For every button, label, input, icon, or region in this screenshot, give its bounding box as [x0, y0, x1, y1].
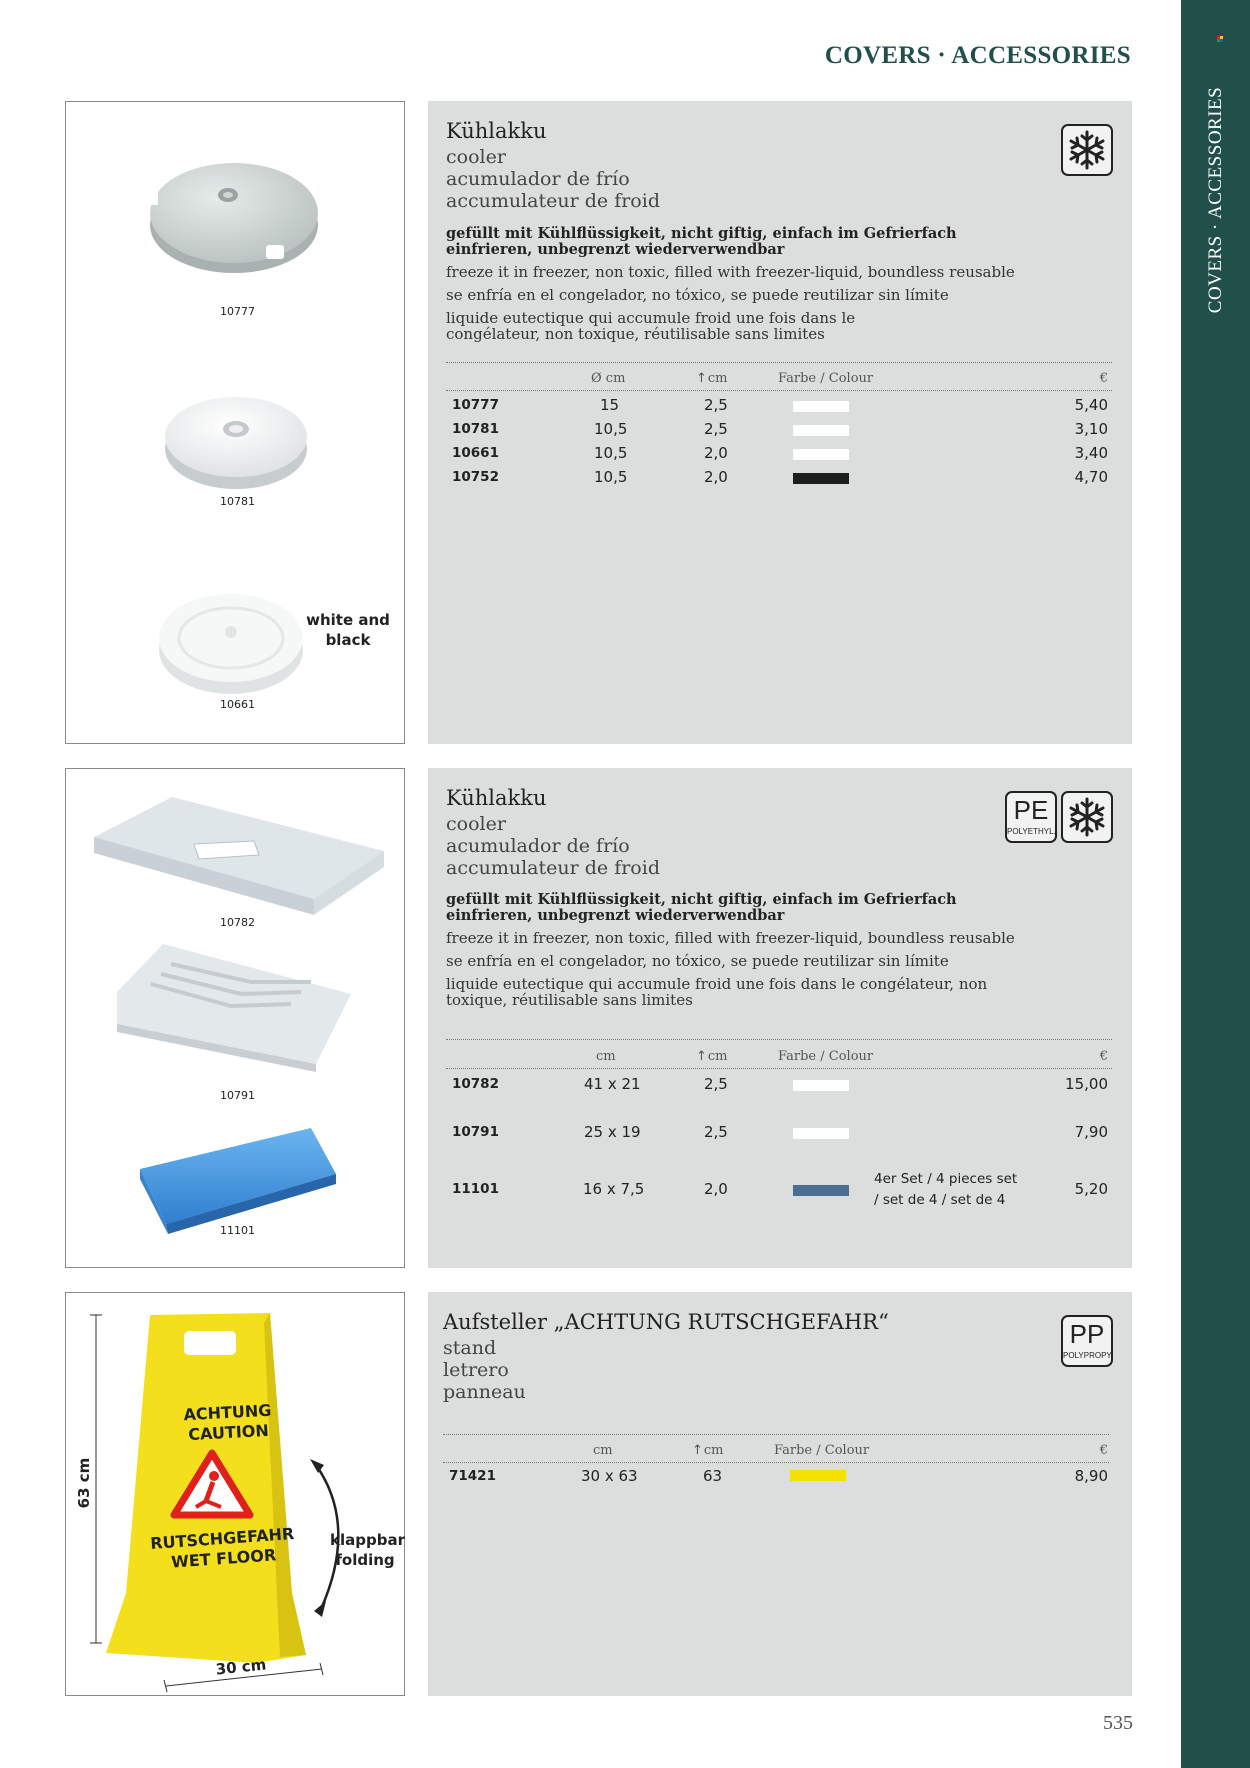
table-cell-size: 10,5 — [594, 468, 628, 486]
table-cell-code: 10782 — [452, 1076, 499, 1092]
column-header-size: Ø cm — [591, 371, 626, 386]
colour-swatch — [793, 1185, 849, 1196]
page-title: COVERS · ACCESSORIES — [824, 42, 1131, 69]
description-de: gefüllt mit Kühlflüssigkeit, nicht giftig, einfach im Gefrierfach einfrieren, unbegrenzt wiederverwendbar — [446, 225, 957, 258]
table-cell-price: 3,40 — [1074, 444, 1108, 462]
height-label: 63 cm — [75, 1457, 93, 1509]
sign-text — [167, 1400, 289, 1446]
image-code-label: 10782 — [220, 916, 255, 929]
snowflake-badge — [1061, 124, 1113, 176]
description-es: se enfría en el congelador, no tóxico, se puede reutilizar sin límite — [446, 952, 949, 970]
colour-swatch — [793, 401, 849, 412]
table-cell-height: 2,5 — [704, 420, 728, 438]
column-header-height-label: cm — [703, 1443, 724, 1458]
product-title: Kühlakku — [446, 786, 547, 810]
table-cell-code: 10752 — [452, 469, 499, 485]
badge-sub: POLYETHYL. — [1007, 827, 1056, 836]
product-title: Kühlakku — [446, 119, 547, 143]
badge-main: PE — [1013, 795, 1049, 825]
side-label — [1182, 86, 1249, 314]
callout-line: klappbar — [330, 1531, 405, 1549]
snowflake-icon — [1063, 126, 1111, 174]
product-subtitle: panneau — [443, 1381, 526, 1403]
height-arrow-icon: ↑ — [696, 371, 707, 386]
wet-floor-sign-image — [66, 1293, 404, 1695]
table-cell-height: 63 — [703, 1467, 723, 1485]
description-de: gefüllt mit Kühlflüssigkeit, nicht giftig, einfach im Gefrierfach einfrieren, unbegrenzt wiederverwendbar — [446, 891, 957, 924]
product-subtitle: accumulateur de froid — [446, 857, 660, 879]
table-divider — [446, 390, 1112, 391]
product-info-panel — [428, 101, 1132, 744]
table-cell-height: 2,0 — [704, 444, 728, 462]
callout-line: black — [325, 631, 371, 649]
product-subtitle: acumulador de frío — [446, 835, 630, 857]
table-cell-code: 71421 — [449, 1468, 496, 1484]
product-subtitle: stand — [443, 1337, 497, 1359]
snowflake-icon — [1063, 793, 1111, 841]
table-divider — [443, 1462, 1109, 1463]
table-cell-height: 2,0 — [704, 1180, 728, 1198]
description-en: freeze it in freezer, non toxic, filled with freezer-liquid, boundless reusable — [446, 263, 1015, 281]
image-code-label: 10777 — [220, 305, 255, 318]
description-es: se enfría en el congelador, no tóxico, se puede reutilizar sin límite — [446, 286, 949, 304]
callout-line: white and — [306, 611, 390, 629]
column-header-colour: Farbe / Colour — [778, 371, 874, 386]
sign-line: RUTSCHGEFAHR — [149, 1524, 295, 1554]
color-callout — [306, 610, 390, 650]
height-arrow-icon: ↑ — [696, 1049, 707, 1064]
width-label: 30 cm — [214, 1655, 268, 1679]
table-cell-height: 2,5 — [704, 1123, 728, 1141]
table-cell-price: 15,00 — [1065, 1075, 1108, 1093]
round-cooler-image — [146, 147, 326, 277]
side-label-text: COVERS · ACCESSORIES — [1204, 86, 1226, 314]
table-cell-code: 10777 — [452, 397, 499, 413]
table-cell-code: 10781 — [452, 421, 499, 437]
callout-line: folding — [335, 1551, 395, 1569]
product-info-panel — [428, 1292, 1132, 1696]
colour-swatch — [793, 449, 849, 460]
sign-line: WET FLOOR — [170, 1545, 277, 1572]
table-cell-code: 10661 — [452, 445, 499, 461]
product-title: Aufsteller „ACHTUNG RUTSCHGEFAHR“ — [443, 1310, 889, 1334]
image-code-label: 11101 — [220, 1224, 255, 1237]
blue-ice-pack-image — [136, 1124, 346, 1239]
disc-cooler-image — [161, 387, 311, 497]
page-number: 535 — [1103, 1712, 1133, 1734]
product-subtitle: cooler — [446, 146, 506, 168]
product-subtitle: acumulador de frío — [446, 168, 630, 190]
table-divider — [446, 1068, 1112, 1069]
sign-line: ACHTUNG — [183, 1400, 272, 1425]
description-en: freeze it in freezer, non toxic, filled with freezer-liquid, boundless reusable — [446, 929, 1015, 947]
pp-badge — [1061, 1315, 1113, 1367]
column-header-price: € — [1099, 1049, 1108, 1064]
column-header-price: € — [1099, 371, 1108, 386]
colour-swatch — [793, 473, 849, 484]
product-subtitle: cooler — [446, 813, 506, 835]
product-image-panel — [65, 768, 405, 1268]
table-cell-size: 41 x 21 — [584, 1075, 641, 1093]
image-code-label: 10781 — [220, 495, 255, 508]
disc-cooler-image — [156, 582, 306, 702]
image-code-label: 10661 — [220, 698, 255, 711]
column-header-price: € — [1099, 1443, 1108, 1458]
pe-badge — [1005, 791, 1057, 843]
table-cell-size: 10,5 — [594, 420, 628, 438]
height-arrow-icon: ↑ — [692, 1443, 703, 1458]
column-header-height-label: cm — [707, 1049, 728, 1064]
table-cell-price: 8,90 — [1074, 1467, 1108, 1485]
image-code-label: 10791 — [220, 1089, 255, 1102]
product-image-panel — [65, 101, 405, 744]
colour-swatch — [793, 1080, 849, 1091]
table-divider — [446, 362, 1112, 363]
color-marks — [1217, 36, 1225, 42]
table-divider — [443, 1434, 1109, 1435]
table-cell-price: 5,20 — [1074, 1180, 1108, 1198]
table-cell-height: 2,5 — [704, 1075, 728, 1093]
table-cell-code: 11101 — [452, 1181, 499, 1197]
badge-main: PP — [1069, 1319, 1105, 1349]
table-cell-size: 15 — [600, 396, 620, 414]
set-note: 4er Set / 4 pieces set / set de 4 / set de 4 — [874, 1171, 1018, 1208]
colour-swatch — [793, 425, 849, 436]
column-header-size: cm — [593, 1443, 613, 1458]
table-cell-price: 3,10 — [1074, 420, 1108, 438]
column-header-height-label: cm — [707, 371, 728, 386]
product-subtitle: letrero — [443, 1359, 509, 1381]
flat-cooler-image — [111, 934, 361, 1074]
table-divider — [446, 1039, 1112, 1040]
column-header-colour: Farbe / Colour — [778, 1049, 874, 1064]
table-cell-price: 4,70 — [1074, 468, 1108, 486]
sign-line: CAUTION — [187, 1420, 270, 1445]
table-cell-height: 2,0 — [704, 468, 728, 486]
column-header-colour: Farbe / Colour — [774, 1443, 870, 1458]
product-subtitle: accumulateur de froid — [446, 190, 660, 212]
table-cell-price: 5,40 — [1074, 396, 1108, 414]
table-cell-price: 7,90 — [1074, 1123, 1108, 1141]
column-header-height — [692, 1443, 724, 1458]
column-header-size: cm — [596, 1049, 616, 1064]
table-cell-height: 2,5 — [704, 396, 728, 414]
table-cell-size: 10,5 — [594, 444, 628, 462]
colour-swatch — [793, 1128, 849, 1139]
table-cell-size: 16 x 7,5 — [583, 1180, 645, 1198]
folding-callout — [330, 1530, 405, 1570]
badge-sub: POLYPROPY. — [1063, 1351, 1113, 1360]
table-cell-code: 10791 — [452, 1124, 499, 1140]
snowflake-badge — [1061, 791, 1113, 843]
table-cell-size: 25 x 19 — [584, 1123, 641, 1141]
table-cell-size: 30 x 63 — [581, 1467, 638, 1485]
product-image-panel — [65, 1292, 405, 1696]
product-info-panel — [428, 768, 1132, 1268]
description-fr: liquide eutectique qui accumule froid une fois dans le congélateur, non toxique, réutilisable sans limites — [446, 309, 856, 343]
description-fr: liquide eutectique qui accumule froid une fois dans le congélateur, non toxique, réutilisable sans limites — [446, 975, 988, 1009]
column-header-height — [696, 1049, 728, 1064]
flat-cooler-image — [84, 789, 394, 919]
column-header-height — [696, 371, 728, 386]
colour-swatch — [790, 1470, 846, 1481]
